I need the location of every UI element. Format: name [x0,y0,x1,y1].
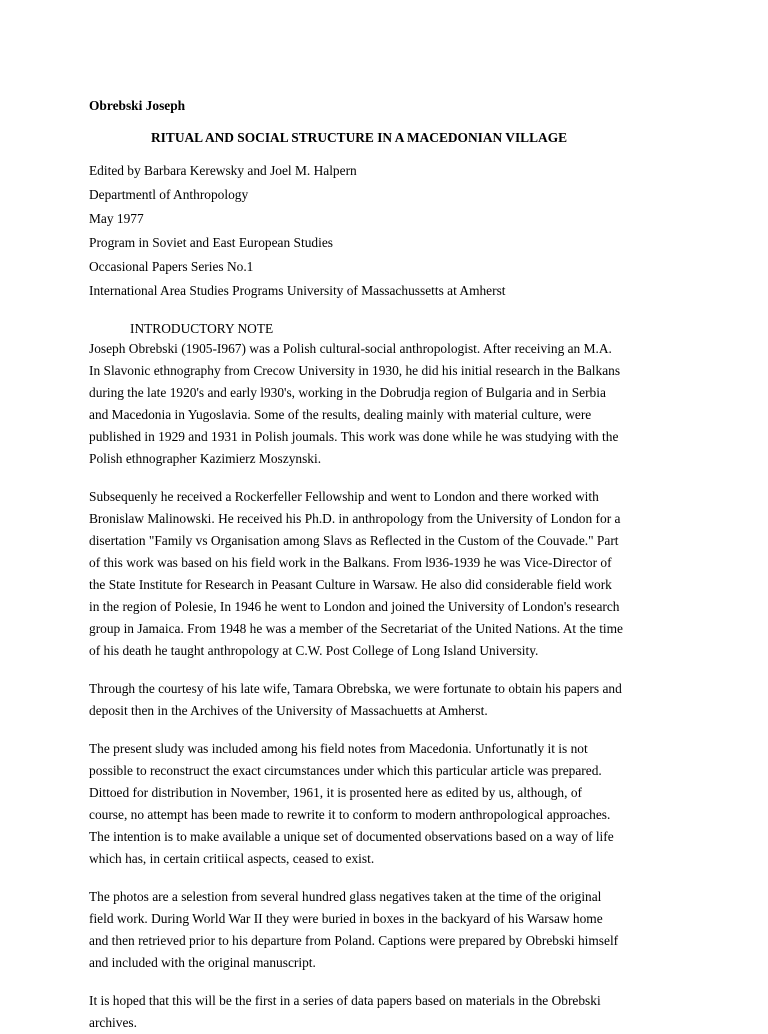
paragraph-line: Bronislaw Malinowski. He received his Ph.D. in anthropology from the University of London for a [89,511,621,526]
paragraph-line: The present sludy was included among his field notes from Macedonia. Unfortunatly it is not [89,741,588,756]
paragraph-line: of this work was based on his field work in the Balkans. From l936-1939 he was Vice-Director of [89,555,612,570]
paragraph-line: Joseph Obrebski (1905-I967) was a Polish cultural-social anthropologist. After receiving an M.A. [89,341,612,356]
document-title: RITUAL AND SOCIAL STRUCTURE IN A MACEDONIAN VILLAGE [151,130,568,145]
paragraph-1 [89,338,679,470]
paragraph-line: possible to reconstruct the exact circumstances under which this particular article was prepared. [89,763,602,778]
paragraph-line: and Macedonia in Yugoslavia. Some of the results, dealing mainly with material culture, were [89,407,592,422]
paragraph-3 [89,678,679,722]
paragraph-6 [89,990,679,1034]
paragraph-line: The intention is to make available a unique set of documented observations based on a way of life [89,829,614,844]
meta-institution: International Area Studies Programs University of Massachussetts at Amherst [89,283,506,298]
meta-editors: Edited by Barbara Kerewsky and Joel M. Halpern [89,163,357,178]
meta-department: Departmentl of Anthropology [89,187,249,202]
paragraph-line: course, no attempt has been made to rewrite it to conform to modern anthropological approaches. [89,807,611,822]
paragraph-line: field work. During World War II they were buried in boxes in the backyard of his Warsaw home [89,911,603,926]
paragraph-line: published in 1929 and 1931 in Polish joumals. This work was done while he was studying with the [89,429,619,444]
paragraph-5 [89,886,679,974]
paragraph-line: which has, in certain critiical aspects, ceased to exist. [89,851,375,866]
paragraph-line: Through the courtesy of his late wife, Tamara Obrebska, we were fortunate to obtain his papers and [89,681,622,696]
paragraph-4 [89,738,679,870]
paragraph-line: in the region of Polesie, In 1946 he went to London and joined the University of London's research [89,599,620,614]
paragraph-line: archives. [89,1015,137,1030]
paragraph-2 [89,486,679,662]
paragraph-line: In Slavonic ethnography from Crecow University in 1930, he did his initial research in the Balkans [89,363,621,378]
author-name: Obrebski Joseph [89,98,186,113]
paragraph-line: The photos are a selestion from several hundred glass negatives taken at the time of the original [89,889,602,904]
paragraph-line: Polish ethnographer Kazimierz Moszynski. [89,451,322,466]
meta-program: Program in Soviet and East European Studies [89,235,333,250]
paragraph-line: and included with the original manuscript. [89,955,316,970]
paragraph-line: disertation "Family vs Organisation among Slavs as Reflected in the Custom of the Couvade." Part [89,533,619,548]
paragraph-line: of his death he taught anthropology at C.W. Post College of Long Island University. [89,643,539,658]
meta-date: May 1977 [89,211,144,226]
paragraph-line: It is hoped that this will be the first in a series of data papers based on materials in the Obrebski [89,993,601,1008]
paragraph-line: the State Institute for Research in Peasant Culture in Warsaw. He also did considerable field work [89,577,612,592]
paragraph-line: and then retrieved prior to his departure from Poland. Captions were prepared by Obrebski himself [89,933,619,948]
paragraph-line: during the late 1920's and early l930's, working in the Dobrudja region of Bulgaria and in Serbia [89,385,606,400]
paragraph-line: Dittoed for distribution in November, 1961, it is prosented here as edited by us, although, of [89,785,582,800]
meta-series: Occasional Papers Series No.1 [89,259,254,274]
paragraph-line: Subsequenly he received a Rockerfeller Fellowship and went to London and there worked with [89,489,599,504]
paragraph-line: group in Jamaica. From 1948 he was a member of the Secretariat of the United Nations. At the time [89,621,623,636]
paragraph-line: deposit then in the Archives of the University of Massachuetts at Amherst. [89,703,488,718]
section-heading: INTRODUCTORY NOTE [130,321,274,336]
